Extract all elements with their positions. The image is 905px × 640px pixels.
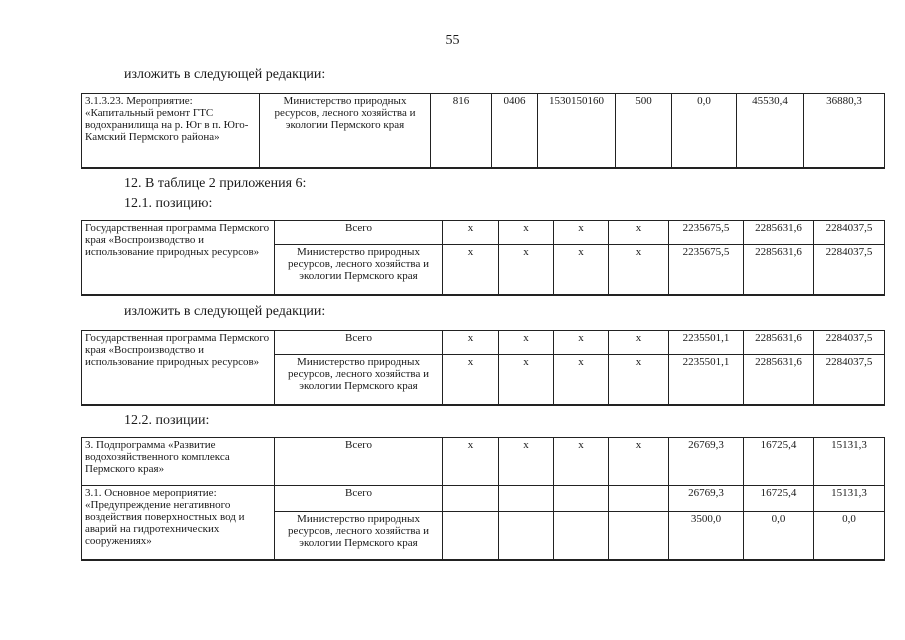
- year3-cell: 15131,3: [814, 438, 885, 486]
- rzpr-cell: 0406: [492, 94, 538, 168]
- table-row: [82, 486, 885, 512]
- empty-cell: [554, 486, 609, 512]
- empty-cell: [609, 512, 669, 560]
- year3-cell: 2284037,5: [814, 355, 885, 405]
- empty-cell: [443, 512, 499, 560]
- grbs-cell: 816: [431, 94, 492, 168]
- executor-cell: Министерство природных ресурсов, лесного хозяйства и экологии Пермского края: [275, 245, 443, 295]
- code-cell: х: [554, 355, 609, 405]
- year1-cell: 0,0: [672, 94, 737, 168]
- year1-cell: 2235675,5: [669, 221, 744, 245]
- code-cell: х: [554, 438, 609, 486]
- section-heading: 12. В таблице 2 приложения 6:: [124, 176, 307, 191]
- year2-cell: 16725,4: [744, 438, 814, 486]
- code-cell: х: [499, 355, 554, 405]
- code-cell: х: [554, 245, 609, 295]
- instruction-text: изложить в следующей редакции:: [124, 67, 326, 82]
- table-old-position: [81, 220, 885, 296]
- year3-cell: 36880,3: [804, 94, 885, 168]
- code-cell: х: [609, 245, 669, 295]
- year2-cell: 16725,4: [744, 486, 814, 512]
- year1-cell: 2235501,1: [669, 331, 744, 355]
- table-row: [82, 221, 885, 245]
- empty-cell: [443, 486, 499, 512]
- program-name-cell: Государственная программа Пермского края «Воспроизводство и использование природных ресурсов»: [82, 331, 275, 405]
- executor-cell: Всего: [275, 438, 443, 486]
- code-cell: х: [609, 438, 669, 486]
- code-cell: х: [499, 221, 554, 245]
- year1-cell: 26769,3: [669, 438, 744, 486]
- table-row: [82, 438, 885, 486]
- code-cell: х: [609, 355, 669, 405]
- table-positions: [81, 437, 885, 561]
- year1-cell: 3500,0: [669, 512, 744, 560]
- page-number: 55: [445, 33, 460, 48]
- year2-cell: 2285631,6: [744, 221, 814, 245]
- year3-cell: 15131,3: [814, 486, 885, 512]
- year1-cell: 2235675,5: [669, 245, 744, 295]
- executor-cell: Министерство природных ресурсов, лесного хозяйства и экологии Пермского края: [275, 355, 443, 405]
- subprogram-name-cell: 3. Подпрограмма «Развитие водохозяйственного комплекса Пермского края»: [82, 438, 275, 486]
- executor-cell: Всего: [275, 486, 443, 512]
- vr-cell: 500: [616, 94, 672, 168]
- csr-cell: 1530150160: [538, 94, 616, 168]
- executor-cell: Всего: [275, 331, 443, 355]
- table-row: [82, 331, 885, 355]
- empty-cell: [554, 512, 609, 560]
- table-edited-position: [81, 93, 885, 169]
- year1-cell: 26769,3: [669, 486, 744, 512]
- year2-cell: 2285631,6: [744, 355, 814, 405]
- code-cell: х: [443, 331, 499, 355]
- year3-cell: 2284037,5: [814, 221, 885, 245]
- empty-cell: [609, 486, 669, 512]
- empty-cell: [499, 486, 554, 512]
- year1-cell: 2235501,1: [669, 355, 744, 405]
- code-cell: х: [443, 438, 499, 486]
- subsection-heading: 12.2. позиции:: [124, 413, 210, 428]
- year3-cell: 0,0: [814, 512, 885, 560]
- code-cell: х: [499, 331, 554, 355]
- code-cell: х: [443, 245, 499, 295]
- code-cell: х: [609, 331, 669, 355]
- code-cell: х: [499, 438, 554, 486]
- executor-cell: Всего: [275, 221, 443, 245]
- year2-cell: 2285631,6: [744, 331, 814, 355]
- code-cell: х: [609, 221, 669, 245]
- table-new-position: [81, 330, 885, 406]
- executor-cell: Министерство природных ресурсов, лесного хозяйства и экологии Пермского края: [275, 512, 443, 560]
- subsection-heading: 12.1. позицию:: [124, 196, 213, 211]
- code-cell: х: [554, 331, 609, 355]
- program-name-cell: Государственная программа Пермского края «Воспроизводство и использование природных ресурсов»: [82, 221, 275, 295]
- code-cell: х: [443, 221, 499, 245]
- code-cell: х: [443, 355, 499, 405]
- year2-cell: 0,0: [744, 512, 814, 560]
- year2-cell: 2285631,6: [744, 245, 814, 295]
- table-row: [82, 94, 885, 168]
- code-cell: х: [554, 221, 609, 245]
- year3-cell: 2284037,5: [814, 331, 885, 355]
- year3-cell: 2284037,5: [814, 245, 885, 295]
- instruction-text: изложить в следующей редакции:: [124, 304, 326, 319]
- code-cell: х: [499, 245, 554, 295]
- executor-cell: Министерство природных ресурсов, лесного хозяйства и экологии Пермского края: [260, 94, 431, 168]
- empty-cell: [499, 512, 554, 560]
- year2-cell: 45530,4: [737, 94, 804, 168]
- main-measure-name-cell: 3.1. Основное мероприятие: «Предупреждение негативного воздействия поверхностных вод и аварий на гидротехнических сооружениях»: [82, 486, 275, 560]
- measure-name-cell: 3.1.3.23. Мероприятие: «Капитальный ремонт ГТС водохранилища на р. Юг в п. Юго-Камский Пермского района»: [82, 94, 260, 168]
